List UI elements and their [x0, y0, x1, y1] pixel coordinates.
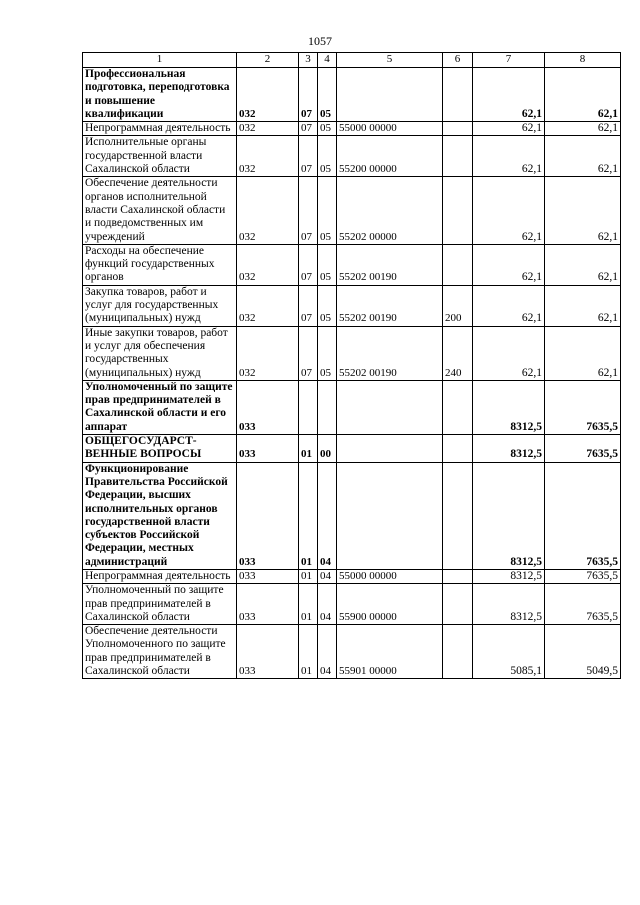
section-code: 07	[299, 177, 318, 244]
admin-code: 032	[237, 177, 299, 244]
target-article: 55901 00000	[337, 625, 443, 679]
amount-year-1: 8312,5	[473, 435, 545, 463]
subsection-code: 04	[318, 625, 337, 679]
item-name: Обеспечение деятельности органов исполнительной власти Сахалинской области и подведомственных им учреждений	[83, 177, 237, 244]
table-row	[83, 569, 621, 583]
item-name: Расходы на обеспечение функций государственных органов	[83, 244, 237, 285]
section-code: 07	[299, 122, 318, 136]
expense-type	[443, 122, 473, 136]
item-name: Уполномоченный по защите прав предпринимателей в Сахалинской области	[83, 584, 237, 625]
amount-year-2: 62,1	[545, 136, 621, 177]
table-row	[83, 584, 621, 625]
amount-year-2: 5049,5	[545, 625, 621, 679]
table-row	[83, 244, 621, 285]
amount-year-2: 7635,5	[545, 435, 621, 463]
expense-type: 200	[443, 285, 473, 326]
target-article	[337, 380, 443, 434]
admin-code: 032	[237, 122, 299, 136]
amount-year-1: 62,1	[473, 136, 545, 177]
section-code: 07	[299, 285, 318, 326]
expense-type	[443, 462, 473, 569]
table-row	[83, 380, 621, 434]
col-header-5: 5	[337, 53, 443, 68]
item-name: Непрограммная деятельность	[83, 122, 237, 136]
subsection-code: 05	[318, 244, 337, 285]
section-code	[299, 380, 318, 434]
item-name: Иные закупки товаров, работ и услуг для обеспечения государственных (муниципальных) нужд	[83, 326, 237, 380]
expense-type	[443, 244, 473, 285]
subsection-code: 04	[318, 569, 337, 583]
section-code: 07	[299, 326, 318, 380]
subsection-code	[318, 380, 337, 434]
admin-code: 033	[237, 380, 299, 434]
header-row	[83, 53, 621, 68]
admin-code: 032	[237, 136, 299, 177]
col-header-3: 3	[299, 53, 318, 68]
subsection-code: 05	[318, 285, 337, 326]
item-name: Непрограммная деятельность	[83, 569, 237, 583]
amount-year-1: 8312,5	[473, 584, 545, 625]
target-article: 55202 00190	[337, 244, 443, 285]
target-article	[337, 68, 443, 122]
target-article: 55900 00000	[337, 584, 443, 625]
expense-type	[443, 625, 473, 679]
admin-code: 033	[237, 569, 299, 583]
amount-year-1: 62,1	[473, 285, 545, 326]
section-code: 07	[299, 244, 318, 285]
table-row	[83, 285, 621, 326]
amount-year-1: 62,1	[473, 244, 545, 285]
table-row	[83, 326, 621, 380]
amount-year-2: 62,1	[545, 122, 621, 136]
amount-year-2: 62,1	[545, 285, 621, 326]
amount-year-1: 62,1	[473, 68, 545, 122]
subsection-code: 05	[318, 136, 337, 177]
expense-type: 240	[443, 326, 473, 380]
section-code: 07	[299, 68, 318, 122]
amount-year-1: 62,1	[473, 122, 545, 136]
table-row	[83, 435, 621, 463]
subsection-code: 05	[318, 122, 337, 136]
section-code: 01	[299, 625, 318, 679]
section-code: 01	[299, 462, 318, 569]
target-article: 55000 00000	[337, 122, 443, 136]
section-code: 01	[299, 435, 318, 463]
amount-year-2: 7635,5	[545, 584, 621, 625]
table-row	[83, 625, 621, 679]
expense-type	[443, 380, 473, 434]
amount-year-2: 7635,5	[545, 462, 621, 569]
col-header-1: 1	[83, 53, 237, 68]
col-header-8: 8	[545, 53, 621, 68]
col-header-6: 6	[443, 53, 473, 68]
item-name: ОБЩЕГОСУДАРСТ-ВЕННЫЕ ВОПРОСЫ	[83, 435, 237, 463]
target-article	[337, 435, 443, 463]
target-article: 55202 00000	[337, 177, 443, 244]
subsection-code: 04	[318, 462, 337, 569]
amount-year-2: 7635,5	[545, 380, 621, 434]
amount-year-1: 8312,5	[473, 380, 545, 434]
amount-year-1: 62,1	[473, 326, 545, 380]
item-name: Функционирование Правительства Российской Федерации, высших исполнительных органов государственной власти субъектов Российской Федерации, местных администраций	[83, 462, 237, 569]
subsection-code: 04	[318, 584, 337, 625]
admin-code: 032	[237, 244, 299, 285]
subsection-code: 05	[318, 326, 337, 380]
expense-type	[443, 569, 473, 583]
amount-year-2: 62,1	[545, 244, 621, 285]
amount-year-2: 62,1	[545, 68, 621, 122]
table-row	[83, 462, 621, 569]
expense-type	[443, 584, 473, 625]
admin-code: 032	[237, 68, 299, 122]
item-name: Закупка товаров, работ и услуг для государственных (муниципальных) нужд	[83, 285, 237, 326]
table-row	[83, 177, 621, 244]
item-name: Профессиональная подготовка, переподготовка и повышение квалификации	[83, 68, 237, 122]
subsection-code: 05	[318, 68, 337, 122]
amount-year-1: 5085,1	[473, 625, 545, 679]
target-article: 55200 00000	[337, 136, 443, 177]
target-article	[337, 462, 443, 569]
target-article: 55000 00000	[337, 569, 443, 583]
admin-code: 032	[237, 285, 299, 326]
expense-type	[443, 177, 473, 244]
expense-type	[443, 68, 473, 122]
item-name: Исполнительные органы государственной власти Сахалинской области	[83, 136, 237, 177]
table-row	[83, 122, 621, 136]
section-code: 01	[299, 584, 318, 625]
admin-code: 033	[237, 435, 299, 463]
col-header-7: 7	[473, 53, 545, 68]
item-name: Обеспечение деятельности Уполномоченного по защите прав предпринимателей в Сахалинской области	[83, 625, 237, 679]
subsection-code: 05	[318, 177, 337, 244]
amount-year-1: 8312,5	[473, 462, 545, 569]
admin-code: 033	[237, 584, 299, 625]
section-code: 07	[299, 136, 318, 177]
table-row	[83, 68, 621, 122]
expense-type	[443, 435, 473, 463]
amount-year-2: 7635,5	[545, 569, 621, 583]
amount-year-1: 62,1	[473, 177, 545, 244]
col-header-2: 2	[237, 53, 299, 68]
section-code: 01	[299, 569, 318, 583]
amount-year-1: 8312,5	[473, 569, 545, 583]
target-article: 55202 00190	[337, 285, 443, 326]
item-name: Уполномоченный по защите прав предпринимателей в Сахалинской области и его аппарат	[83, 380, 237, 434]
table-row	[83, 136, 621, 177]
table-body	[83, 53, 621, 679]
col-header-4: 4	[318, 53, 337, 68]
page-number: 1057	[308, 34, 332, 48]
admin-code: 033	[237, 625, 299, 679]
amount-year-2: 62,1	[545, 177, 621, 244]
expense-type	[443, 136, 473, 177]
budget-table	[82, 52, 621, 679]
subsection-code: 00	[318, 435, 337, 463]
admin-code: 032	[237, 326, 299, 380]
target-article: 55202 00190	[337, 326, 443, 380]
admin-code: 033	[237, 462, 299, 569]
amount-year-2: 62,1	[545, 326, 621, 380]
